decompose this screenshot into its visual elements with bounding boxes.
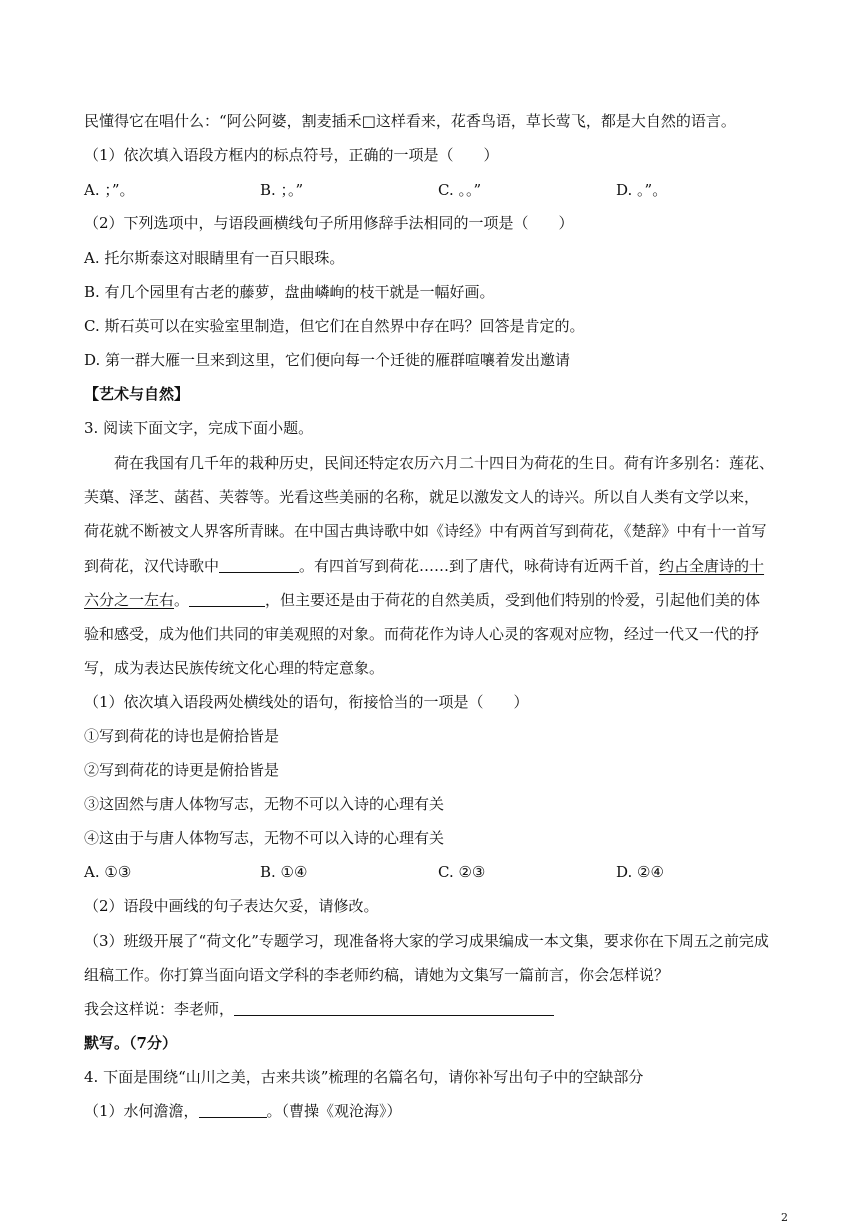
q2-1-option-c: C. 。。” (438, 181, 482, 199)
q2-2-stem: （2）下列选项中，与语段画横线句子所用修辞手法相同的一项是（ ） (84, 214, 574, 232)
q3-passage-line-3: 荷花就不断被文人界客所青睐。在中国古典诗歌中如《诗经》中有两首写到荷花，《楚辞》中有十一首写 (84, 522, 767, 540)
q3-item-3: ③这固然与唐人体物写志，无物不可以入诗的心理有关 (84, 795, 445, 813)
q3-passage-line-5 (84, 590, 760, 610)
q4-stem: 4. 下面是围绕“山川之美，古来共谈”梳理的名篇名句，请你补写出句子中的空缺部分 (84, 1068, 644, 1086)
q3-sub3-line-1: （3）班级开展了“荷文化”专题学习，现准备将大家的学习成果编成一本文集，要求你在下周五之前完成 (84, 932, 769, 950)
section-heading-dictation: 默写。（7分） (84, 1034, 177, 1052)
fill-blank-1[interactable] (219, 557, 299, 573)
answer-blank[interactable] (234, 1000, 554, 1016)
underlined-sentence: 六分之一左右 (84, 591, 175, 609)
q3-sub1-stem: （1）依次填入语段两处横线处的语句，衔接恰当的一项是（ ） (84, 693, 529, 711)
q3-option-a: A. ①③ (84, 863, 132, 881)
q3-passage-line-4 (84, 556, 764, 576)
q3-option-d: D. ②④ (616, 863, 664, 881)
underlined-sentence: 约占全唐诗的十 (659, 557, 765, 575)
q2-1-stem: （1）依次填入语段方框内的标点符号，正确的一项是（ ） (84, 146, 499, 164)
q2-2-option-d: D. 第一群大雁一旦来到这里，它们便向每一个迁徙的雁群喧嚷着发出邀请 (84, 351, 571, 369)
fill-blank-3[interactable] (199, 1102, 267, 1118)
q3-sub3-line-2: 组稿工作。你打算当面向语文学科的李老师约稿，请她为文集写一篇前言，你会怎样说？ (84, 966, 670, 984)
q2-1-option-b: B. ；。” (260, 181, 304, 199)
q2-2-option-c: C. 斯石英可以在实验室里制造，但它们在自然界中存在吗？回答是肯定的。 (84, 317, 585, 335)
q3-passage-line-1: 荷在我国有几千年的栽种历史，民间还特定农历六月二十四日为荷花的生日。荷有许多别名：莲花、 (114, 454, 775, 472)
q2-2-option-b: B. 有几个园里有古老的藤萝，盘曲嶙峋的枝干就是一幅好画。 (84, 283, 495, 301)
q3-passage-text: 到荷花，汉代诗歌中 (84, 557, 220, 575)
q2-1-option-a: A. ；”。 (84, 181, 135, 199)
q3-passage-line-2: 芙蕖、泽芝、菡萏、芙蓉等。光看这些美丽的名称，就足以激发文人的诗兴。所以自人类有文学以来， (84, 488, 760, 506)
q4-sub1-text: 。（曹操《观沧海》） (266, 1102, 402, 1120)
q3-passage-text: 。 (174, 591, 190, 609)
q3-stem: 3. 阅读下面文字，完成下面小题。 (84, 419, 314, 437)
q3-passage-text: 。有四首写到荷花……到了唐代，咏荷诗有近两千首， (299, 557, 660, 575)
q3-item-1: ①写到荷花的诗也是俯拾皆是 (84, 727, 280, 745)
page-number: 2 (781, 1211, 788, 1224)
q3-passage-text: ，但主要还是由于荷花的自然美质，受到他们特别的怜爱，引起他们美的体 (265, 591, 761, 609)
continued-line: 民懂得它在唱什么：“阿公阿婆，割麦插禾□这样看来，花香鸟语，草长莺飞，都是大自然的语言。 (84, 112, 736, 130)
q3-item-2: ②写到荷花的诗更是俯拾皆是 (84, 761, 280, 779)
q2-1-option-d: D. 。”。 (616, 181, 668, 199)
q2-2-option-a: A. 托尔斯泰这对眼睛里有一百只眼珠。 (84, 249, 345, 267)
q3-answer-line (84, 999, 554, 1019)
q3-option-b: B. ①④ (260, 863, 308, 881)
q3-passage-line-6: 验和感受，成为他们共同的审美观照的对象。而荷花作为诗人心灵的客观对应物，经过一代又一代的抒 (84, 625, 760, 643)
q3-passage-line-7: 写，成为表达民族传统文化心理的特定意象。 (84, 659, 385, 677)
q4-sub1 (84, 1101, 402, 1121)
q3-item-4: ④这由于与唐人体物写志，无物不可以入诗的心理有关 (84, 829, 445, 847)
answer-prefix: 我会这样说：李老师， (84, 1000, 235, 1018)
q3-option-c: C. ②③ (438, 863, 486, 881)
fill-blank-2[interactable] (189, 591, 265, 607)
section-heading-art-nature: 【艺术与自然】 (84, 385, 190, 403)
q3-sub2-stem: （2）语段中画线的句子表达欠妥，请修改。 (84, 897, 379, 915)
q4-sub1-text: （1）水何澹澹， (84, 1102, 199, 1120)
